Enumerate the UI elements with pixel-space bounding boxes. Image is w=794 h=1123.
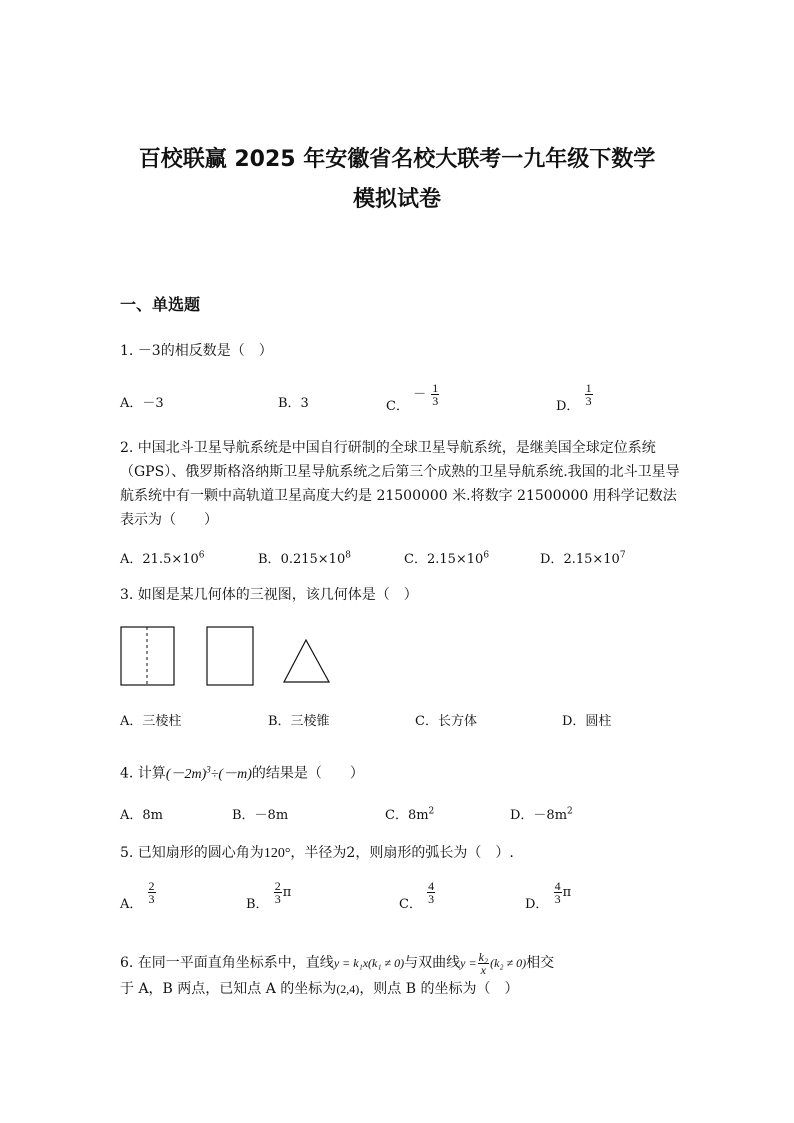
q1-option-b: B．3 <box>278 396 309 411</box>
question-6-stem: 6. 在同一平面直角坐标系中，直线y = k₁x(k₁ ≠ 0)与双曲线y = $\frac{\text{k₂}}{x}$ (k₂ ≠ 0)相交 于 A，B 两点，已知点 A 的坐标为(2,4)，则点 B 的坐标为（ ） <box>120 949 555 997</box>
q5-option-d: D． $\frac{4}{3}$ π <box>525 879 572 912</box>
question-4-stem: 4. 计算$(-2m)^3\div(-m)$的结果是（ ） <box>120 764 364 782</box>
side-view-rect <box>207 627 253 685</box>
question-1-stem: 1. －3的相反数是（ ） <box>120 343 273 359</box>
q1-option-a: A．－3 <box>120 396 164 411</box>
question-2-stem: 2. 中国北斗卫星导航系统是中国自行研制的全球卫星导航系统，是继美国全球定位系统（GPS）、俄罗斯格洛纳斯卫星导航系统之后第三个成熟的卫星导航系统.我国的北斗卫星导航系统中有一颗中高轨道卫星高度大约是 21500000 米.将数字 21500000 用科学记数法表示为（ ） <box>120 440 680 528</box>
page-title: 百校联赢 2025 年安徽省名校大联考一九年级下数学 <box>138 147 656 172</box>
q4-option-a: A．8m <box>120 808 163 823</box>
q1-c-fraction: $\frac{1}{3}$ <box>432 381 439 408</box>
q6-hyperbola-fraction: $\frac{\text{k₂}}{x}$ <box>478 949 489 977</box>
three-view-figure <box>118 624 338 688</box>
q4-option-d: D．$-8m^2$ <box>510 806 573 823</box>
q1-option-d: D． $\frac{1}{3}$ <box>556 381 592 414</box>
question-3-stem: 3. 如图是某几何体的三视图，该几何体是（ ） <box>120 587 418 603</box>
q2-option-d: D．$2.15\times 10^7$ <box>540 550 626 567</box>
q6-line-equation: y = k₁x(k₁ ≠ 0) <box>333 956 405 970</box>
question-5-stem: 5. 已知扇形的圆心角为120°，半径为2，则扇形的弧长为（ ）. <box>120 845 514 861</box>
q3-option-b: B．三棱锥 <box>268 714 330 729</box>
q4-expression: $(-2m)^3\div(-m)$ <box>165 764 252 782</box>
q4-option-c: C．$8m^2$ <box>385 806 435 823</box>
q5-option-b: B． $\frac{2}{3}$ π <box>246 879 292 912</box>
q4-option-b: B．－8m <box>232 808 289 823</box>
q1-d-fraction: $\frac{1}{3}$ <box>585 381 592 408</box>
section-heading: 一、单选题 <box>120 295 201 314</box>
q3-option-a: A．三棱柱 <box>120 714 182 729</box>
q2-option-a: A．$21.5\times 10^6$ <box>120 550 205 567</box>
q2-option-c: C．$2.15\times 10^6$ <box>404 550 490 567</box>
q3-option-c: C．长方体 <box>415 714 477 729</box>
q5-option-a: A． $\frac{2}{3}$ <box>120 879 155 912</box>
q1-option-c: C． － $\frac{1}{3}$ <box>386 381 439 414</box>
top-view-triangle <box>284 640 329 682</box>
q3-option-d: D．圆柱 <box>562 714 612 729</box>
q2-option-b: B．$0.215\times 10^8$ <box>258 550 351 567</box>
q5-option-c: C． $\frac{4}{3}$ <box>399 879 435 912</box>
page-title-line2: 模拟试卷 <box>352 187 441 212</box>
